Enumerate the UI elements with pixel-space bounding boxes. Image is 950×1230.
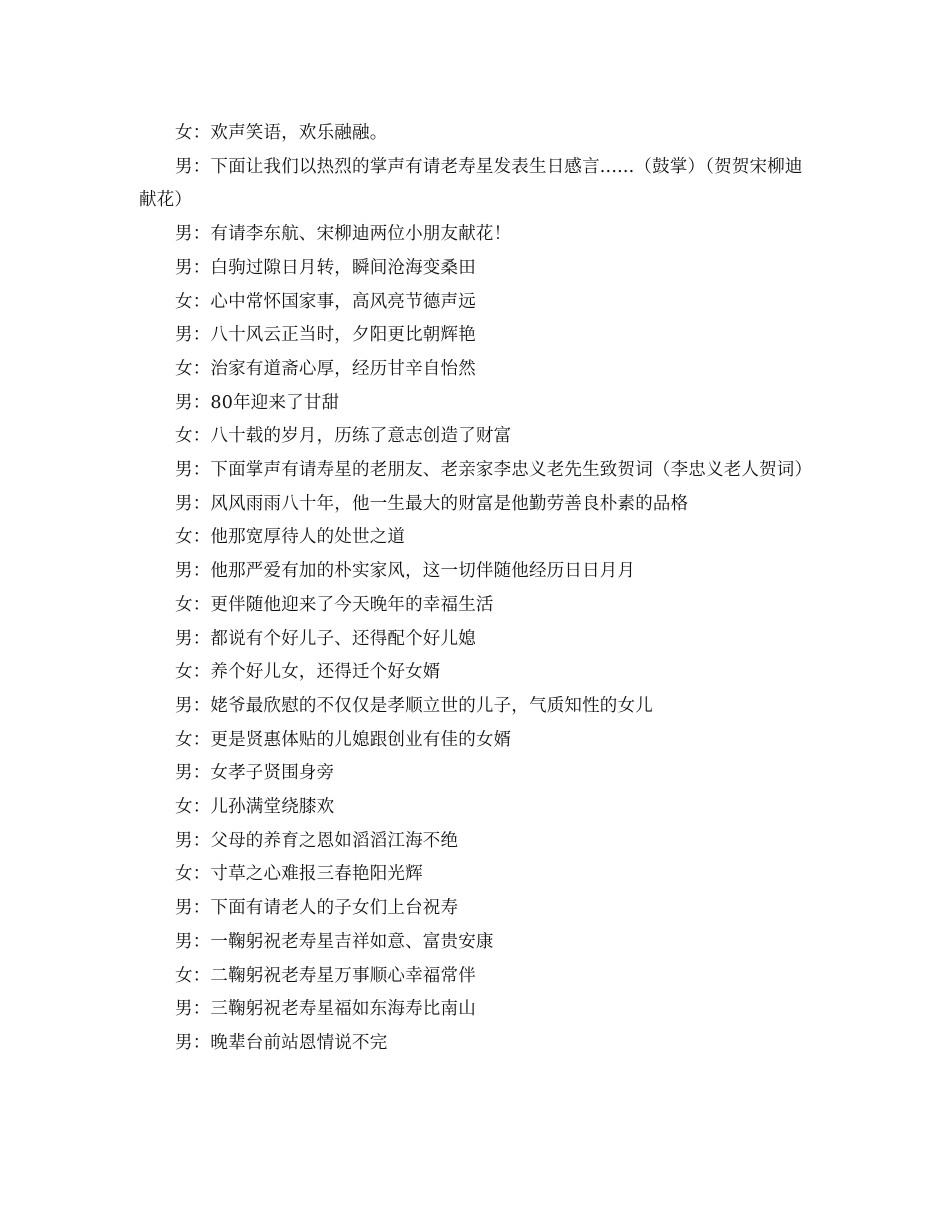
paragraph: 男：他那严爱有加的朴实家风，这一切伴随他经历日日月月 [175, 561, 636, 582]
paragraph: 女：儿孙满堂绕膝欢 [175, 797, 335, 818]
paragraph: 男：三鞠躬祝老寿星福如东海寿比南山 [175, 999, 476, 1020]
paragraph: 男：女孝子贤围身旁 [175, 763, 335, 784]
paragraph: 女：欢声笑语，欢乐融融。 [175, 123, 388, 143]
paragraph: 男：白驹过隙日月转，瞬间沧海变桑田 [175, 257, 476, 278]
paragraph: 男：父母的养育之恩如滔滔江海不绝 [175, 830, 459, 851]
paragraph: 男：都说有个好儿子、还得配个好儿媳 [175, 628, 476, 649]
paragraph: 女：更伴随他迎来了今天晚年的幸福生活 [175, 594, 494, 615]
document-body [139, 117, 815, 1061]
paragraph: 男：风风雨雨八十年，他一生最大的财富是他勤劳善良朴素的品格 [175, 493, 689, 514]
paragraph: 女：二鞠躬祝老寿星万事顺心幸福常伴 [175, 965, 476, 986]
paragraph: 男：下面有请老人的子女们上台祝寿 [175, 898, 459, 919]
paragraph: 女：心中常怀国家事，高风亮节德声远 [175, 291, 476, 312]
paragraph: 男：下面让我们以热烈的掌声有请老寿星发表生日感言......（鼓掌）（贺贺宋柳迪献花） [139, 156, 803, 211]
paragraph: 男：姥爷最欣慰的不仅仅是孝顺立世的儿子，气质知性的女儿 [175, 695, 653, 716]
paragraph: 女：寸草之心难报三春艳阳光辉 [175, 864, 423, 885]
paragraph: 女：养个好儿女，还得迁个好女婿 [175, 662, 441, 683]
paragraph: 男：晚辈台前站恩情说不完 [175, 1032, 388, 1053]
paragraph: 男：有请李东航、宋柳迪两位小朋友献花！ [175, 224, 512, 245]
paragraph: 男：八十风云正当时，夕阳更比朝辉艳 [175, 325, 476, 346]
paragraph: 女：八十载的岁月，历练了意志创造了财富 [175, 426, 512, 447]
paragraph: 女：他那宽厚待人的处世之道 [175, 527, 406, 548]
paragraph: 女：更是贤惠体贴的儿媳跟创业有佳的女婿 [175, 729, 512, 750]
paragraph: 男：一鞠躬祝老寿星吉祥如意、富贵安康 [175, 931, 494, 952]
paragraph: 女：治家有道斋心厚，经历甘辛自怡然 [175, 358, 476, 379]
paragraph: 男：下面掌声有请寿星的老朋友、老亲家李忠义老先生致贺词（李忠义老人贺词） [175, 460, 813, 481]
paragraph: 男：80年迎来了甘甜 [175, 392, 340, 413]
